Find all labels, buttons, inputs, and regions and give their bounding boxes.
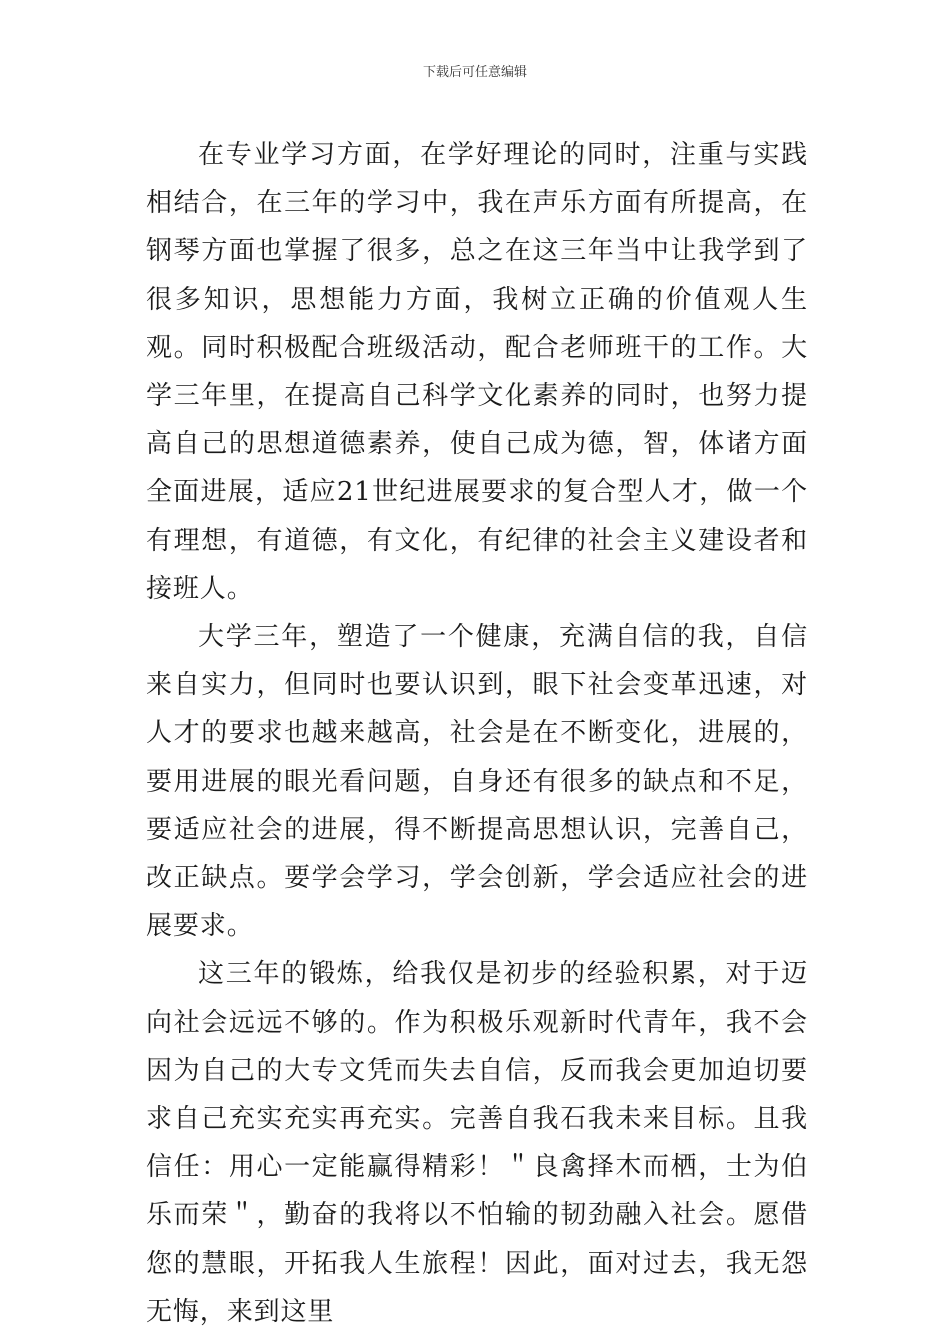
document-body	[146, 131, 808, 1336]
paragraph-3: 这三年的锻炼，给我仅是初步的经验积累，对于迈向社会远远不够的。作为积极乐观新时代青年，我不会因为自己的大专文凭而失去自信，反而我会更加迫切要求自己充实充实再充实。完善自我石我未来目标。且我信任：用心一定能赢得精彩！＂良禽择木而栖，士为伯乐而荣＂，勤奋的我将以不怕输的韧劲融入社会。愿借您的慧眼，开拓我人生旅程！因此，面对过去，我无怨无悔，来到这里	[146, 959, 808, 1327]
paragraph-1: 在专业学习方面，在学好理论的同时，注重与实践相结合，在三年的学习中，我在声乐方面有所提高，在钢琴方面也掌握了很多，总之在这三年当中让我学到了很多知识，思想能力方面，我树立正确的价值观人生观。同时积极配合班级活动，配合老师班干的工作。大学三年里，在提高自己科学文化素养的同时，也努力提高自己的思想道德素养，使自己成为德，智，体诸方面全面进展，适应21世纪进展要求的复合型人才，做一个有理想，有道德，有文化，有纪律的社会主义建设者和接班人。	[146, 140, 808, 604]
page-header: 下载后可任意编辑	[422, 65, 527, 80]
paragraph-2: 大学三年，塑造了一个健康，充满自信的我，自信来自实力，但同时也要认识到，眼下社会变革迅速，对人才的要求也越来越高，社会是在不断变化，进展的，要用进展的眼光看问题，自身还有很多的缺点和不足，要适应社会的进展，得不断提高思想认识，完善自己，改正缺点。要学会学习，学会创新，学会适应社会的进展要求。	[146, 622, 808, 942]
